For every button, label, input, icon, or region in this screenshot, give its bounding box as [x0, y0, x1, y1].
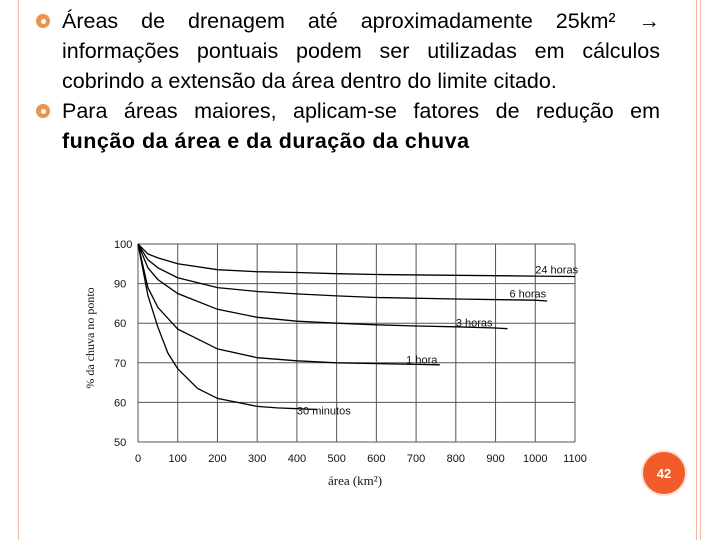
bullet-text-bold: função da área e da duração da chuva: [62, 129, 470, 153]
bullet-icon: [36, 104, 50, 118]
x-tick-label: 200: [208, 453, 227, 465]
series-line: [138, 244, 575, 277]
bullet-icon: [36, 14, 50, 28]
y-axis-label: % da chuva no ponto: [83, 287, 97, 389]
x-tick-label: 600: [367, 453, 386, 465]
series-line: [138, 244, 317, 410]
series-label: 6 horas: [509, 288, 547, 301]
bullet-text: Áreas de drenagem até aproximadamente 25km² → informações pontuais podem ser utilizadas em cálculos cobrindo a extensão da área dentro do limite citado.: [62, 9, 660, 93]
x-tick-label: 1100: [563, 453, 587, 465]
chart-series-labels: [297, 265, 579, 418]
x-tick-label: 700: [406, 453, 426, 465]
series-label: 1 hora: [406, 354, 438, 367]
bullet-item: [36, 6, 660, 96]
y-tick-label: 50: [114, 437, 127, 449]
x-tick-label: 800: [446, 453, 465, 465]
y-tick-label: 60: [114, 397, 127, 410]
x-axis-label: área (km²): [327, 473, 383, 488]
x-tick-label: 400: [287, 453, 307, 465]
bullet-text-regular: Para áreas maiores, aplicam-se fatores de redução em: [62, 99, 660, 123]
series-line: [138, 244, 508, 329]
x-tick-label: 0: [134, 453, 142, 465]
x-tick-label: 100: [168, 453, 187, 465]
bullet-text: [62, 96, 660, 156]
series-line: [138, 244, 547, 301]
bullet-item: [36, 96, 660, 156]
series-label: 30 minutos: [296, 405, 351, 418]
x-tick-label: 900: [486, 453, 505, 465]
right-border-line: [696, 0, 697, 540]
y-tick-label: 90: [114, 278, 127, 291]
x-tick-label: 300: [248, 453, 267, 465]
reduction-factor-chart: [70, 228, 600, 498]
chart-curves: [138, 244, 575, 410]
y-tick-label: 100: [114, 239, 133, 251]
left-border-line: [18, 0, 19, 540]
chart-tick-labels: [114, 239, 587, 465]
bullet-list: [36, 6, 660, 156]
y-tick-label: 70: [114, 357, 127, 370]
series-line: [138, 244, 440, 365]
x-tick-label: 500: [327, 453, 346, 465]
x-tick-label: 1000: [523, 453, 548, 465]
y-tick-label: 60: [114, 318, 127, 331]
series-label: 3 horas: [455, 317, 493, 330]
page-number-badge: 42: [641, 450, 687, 496]
series-label: 24 horas: [535, 264, 579, 277]
right-border-line-outer: [700, 0, 701, 540]
